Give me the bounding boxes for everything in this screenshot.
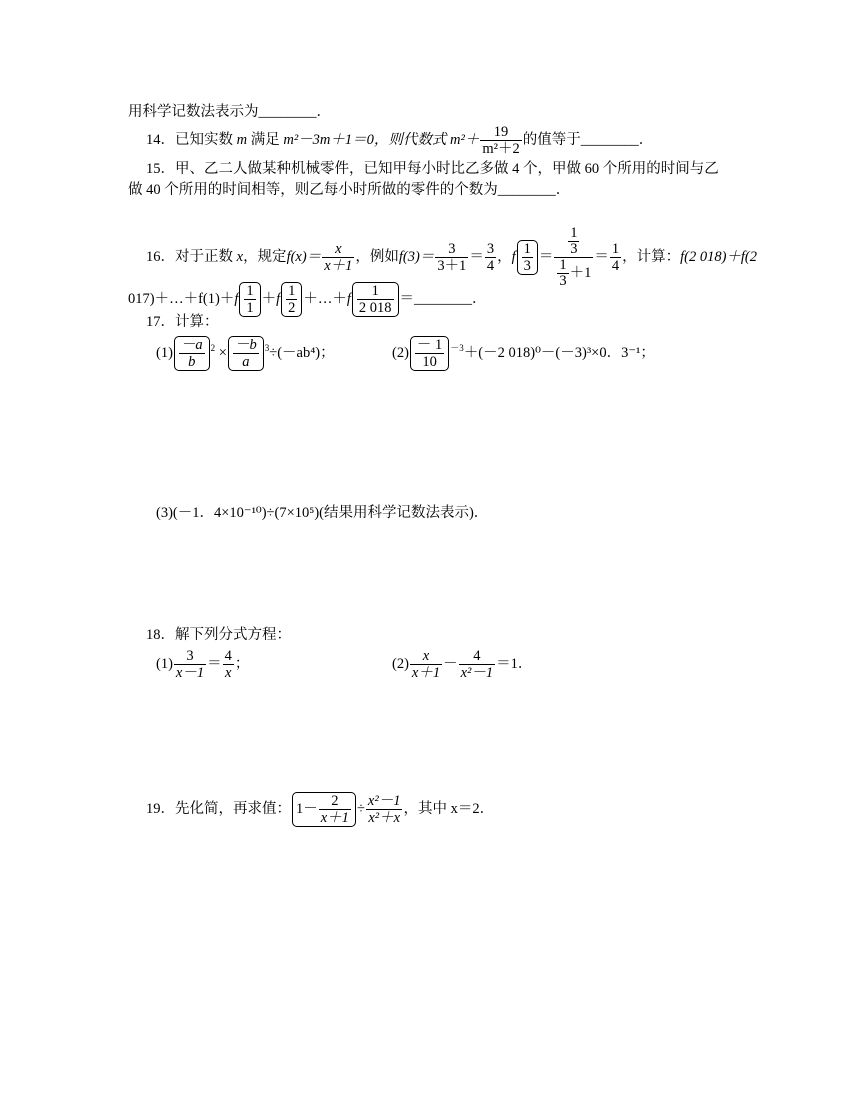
q16-complex-frac [554,226,593,289]
q17-p2-num: － 1 [416,337,443,353]
q16-f3-frac [435,241,468,274]
q16-end: ＝________． [399,290,487,307]
q16-eq: ＝ [469,248,484,265]
q17-p2-den: 10 [422,354,437,370]
q16-f-third: f [511,248,516,265]
q17-p1-a-num: －a [180,337,203,353]
q18-part1 [156,648,249,681]
q16-pre: 16．对于正数 [146,248,233,265]
q16-f3-den: 3＋1 [437,258,467,274]
q17-part1 [156,336,335,371]
q17-p1-b-num: －b [234,337,257,353]
q18-title-text: 18．解下列分式方程： [146,627,291,643]
q16-paren-1 [239,282,260,317]
q18-p2-label: (2) [392,655,409,672]
q16-f3-num: 3 [435,241,468,258]
q16-paren-2 [281,282,302,317]
q14-pre: 14．已知实数 [146,131,233,148]
q19-b [366,793,403,826]
q18-p1-label: (1) [156,655,173,672]
q16-p3-num: 1 [357,283,394,300]
q16-fc: f [346,290,351,307]
q17-p1-b-den: a [242,354,250,370]
q16-f3-rden: 4 [486,258,495,274]
q16-p3-den: 2 018 [358,300,392,316]
q18-p2-a [410,648,442,681]
q18-p2-bden: x²－1 [460,665,494,681]
q17-title [146,313,219,331]
q14-fraction [480,124,521,157]
q16-comma: ， [497,248,512,265]
q16-p1-den: 1 [246,300,254,316]
q17-p3-text: (3)(－1．4×10⁻¹⁰)÷(7×10⁵)(结果用科学记数法表示)． [156,505,489,521]
q17-p1-tail: ÷(－ab⁴)； [269,344,335,361]
q14-var-m: m [236,131,248,148]
q18-p1-lden: x－1 [175,665,205,681]
q14-num: 19 [480,124,521,141]
q18-p1-lnum: 3 [174,648,206,665]
q14-expr: m²－3m＋1＝0，则代数式 [283,131,447,148]
q17-part2 [392,336,655,371]
q15-line2-text: 做 40 个所用的时间相等，则乙每小时所做的零件的个数为________． [128,182,571,198]
q16-eq2: ＝ [538,248,554,265]
q17-p1-paren-b [228,336,264,371]
q19-b-num: x²－1 [367,793,401,809]
q14-post: 的值等于________． [522,131,654,148]
q16-dots: ＋…＋ [303,290,347,307]
q16-p1-num: 1 [246,283,254,299]
q19-a-num: 2 [319,793,351,810]
q16-line2-a: 017)＋…＋f(1)＋ [128,290,235,307]
q14-cond: 满足 [250,131,280,148]
q16-bn-den: 3 [570,241,578,257]
q19 [146,792,494,827]
q16-x: x [236,248,244,265]
q19-paren [292,792,356,827]
q17-times: × [218,344,227,361]
q18-p1-left [174,648,206,681]
q18-p2-bnum: 4 [459,648,496,665]
q19-div: ÷ [356,800,365,817]
q16-fx-frac [322,241,354,274]
q15-line1-text: 15．甲、乙二人做某种机械零件，已知甲每小时比乙多做 4 个，甲做 60 个所用的时间与乙 [146,161,719,177]
q16-quarter-den: 4 [611,258,620,274]
q17-p1-paren-a [174,336,210,371]
q16-fdef: f(x)＝ [286,248,322,265]
q16-bn-num: 1 [570,225,578,241]
q16-f3-result [485,241,496,274]
q17-p2-paren [410,336,449,371]
q19-post: ，其中 x＝2． [403,800,495,817]
q16-eq3: ＝ [594,248,609,265]
q18-p2-anum: x [422,648,430,664]
q16-line2 [128,282,487,317]
q14-den: m²＋2 [482,141,520,157]
q19-a-den: x＋1 [320,810,349,826]
q18-p1-rden: x [225,665,232,681]
q18-p1-rnum: 4 [224,648,232,664]
q16-calc: ，计算： [622,248,681,265]
q19-b-den: x²＋x [368,810,401,826]
q17-p2-exp: －3 [450,343,464,353]
q15-line1 [146,160,719,178]
q16-f3-rnum: 3 [486,241,495,257]
q16-calc-expr: f(2 018)＋f(2 [680,248,758,265]
q16-bd-den: 3 [559,273,567,289]
q16-quarter [610,241,621,274]
q16-paren-third [517,240,538,275]
q19-one-minus: 1－ [296,800,318,817]
q18-p1-eq: ＝ [207,655,222,672]
q16-paren-3 [352,282,399,317]
q14 [146,124,653,157]
q16-fx-num: x [335,241,342,257]
q16-f3: f(3)＝ [398,248,435,265]
q13-tail-text: 用科学记数法表示为________． [128,104,331,120]
q16-third-den: 3 [523,258,531,274]
q16-eg: ，例如 [355,248,399,265]
q17-p1-label: (1) [156,344,173,361]
q16-p2-num: 1 [288,283,296,299]
q16-plus: ＋ [261,290,277,307]
q15-line2 [128,181,570,199]
q19-pre: 19．先化简，再求值： [146,800,291,817]
q18-p1-end: ； [234,655,250,672]
q17-p2-label: (2) [392,344,409,361]
q16-bd-plus: ＋1 [569,264,592,281]
q18-p2-aden: x＋1 [411,665,441,681]
q17-part3 [156,504,488,522]
q18-p1-right [223,648,234,681]
q17-p2-tail: ＋(－2 018)⁰－(－3)³×0．3⁻¹； [463,344,655,361]
q18-title [146,626,291,644]
q18-p2-b [459,648,496,681]
q16-p2-den: 2 [288,300,296,316]
q16-third-num: 1 [523,241,531,257]
q16-rule: ，规定 [243,248,287,265]
q16-fa: f [234,290,239,307]
q16-quarter-num: 1 [611,241,620,257]
q17-p1-a-den: b [188,354,196,370]
q16-fx-den: x＋1 [324,258,353,274]
q16-fb: f [276,290,281,307]
q16-bd-num: 1 [559,257,567,273]
q18-part2 [392,648,532,681]
q13-tail [128,103,331,121]
q18-p2-minus: － [443,655,458,672]
q17-p1-exp2: 3 [264,343,270,353]
q17-title-text: 17．计算： [146,314,219,330]
q14-expr2: m²＋ [450,131,480,148]
q17-p1-exp1: 2 [210,343,216,353]
q18-p2-end: ＝1． [496,655,533,672]
